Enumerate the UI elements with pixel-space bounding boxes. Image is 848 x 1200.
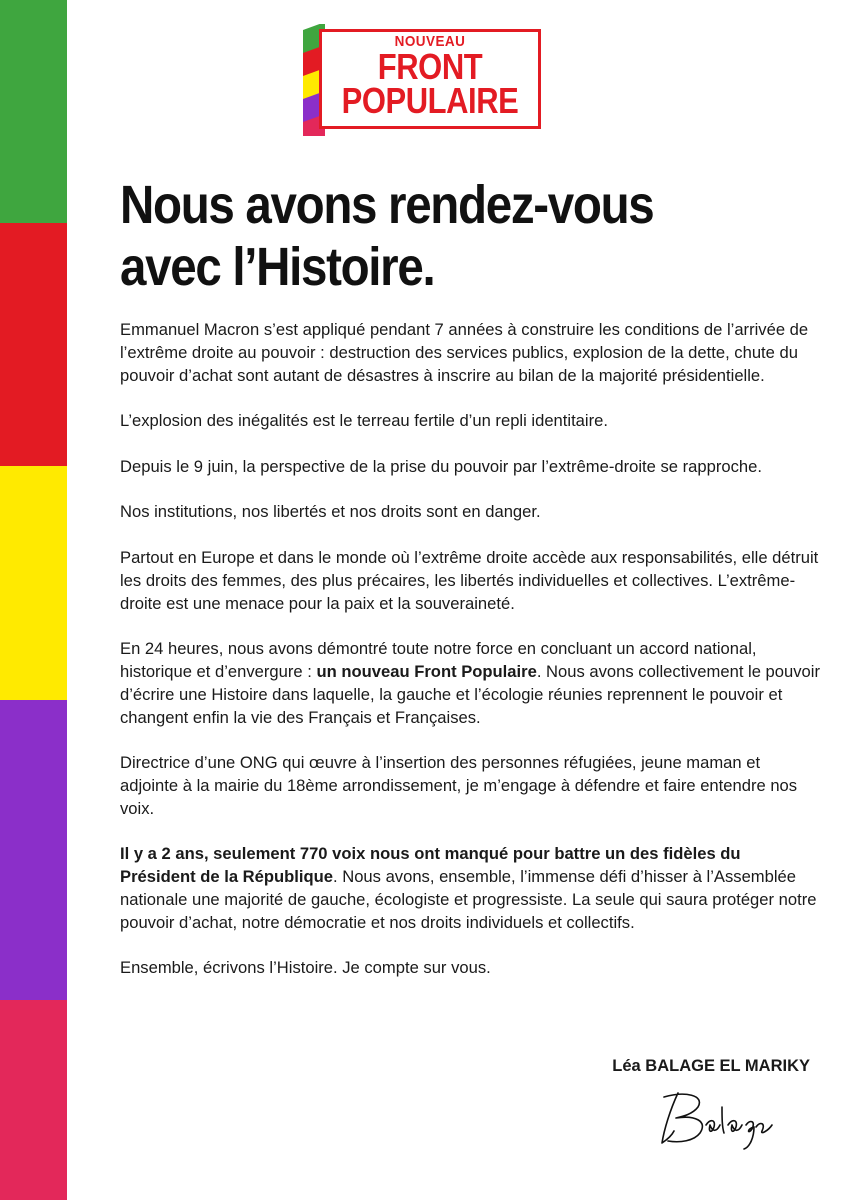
stripe-yellow <box>0 466 67 700</box>
headline-line-1: Nous avons rendez-vous <box>120 175 654 235</box>
logo-line-front: FRONT <box>377 46 483 87</box>
stripe-purple <box>0 700 67 1000</box>
paragraph-6-emphasis: un nouveau Front Populaire <box>316 661 537 681</box>
paragraph-5: Partout en Europe et dans le monde où l’extrême droite accède aux responsabilités, elle détruit les droits des femmes, des plus précaires, les libertés individuelles et collectives. L’extrême-droite est une menace pour la paix et la souveraineté. <box>120 547 819 613</box>
logo-line-nouveau: NOUVEAU <box>394 33 466 50</box>
signatory-name: Léa BALAGE EL MARIKY <box>612 1057 810 1075</box>
paragraph-6 <box>120 638 820 729</box>
handwritten-signature <box>650 1085 790 1155</box>
paragraph-8-text: . Nous avons, ensemble, l’immense défi d’hisser à l’Assemblée nationale une majorité de gauche, écologiste et progressiste. La seule qui saura protéger notre pouvoir d’achat, notre démocratie et nos droits individuels et collectifs. <box>120 867 817 932</box>
headline-line-2: avec l’Histoire. <box>120 237 435 297</box>
logo-text-box <box>319 29 541 129</box>
page-title <box>120 174 718 298</box>
paragraph-8-emphasis: Il y a 2 ans, seulement 770 voix nous ont manqué pour battre un des fidèles du Président de la République <box>120 844 741 887</box>
paragraph-2: L’explosion des inégalités est le terreau fertile d’un repli identitaire. <box>120 411 608 431</box>
stripe-green <box>0 0 67 223</box>
paragraph-6-text: En 24 heures, nous avons démontré toute notre force en concluant un accord national, historique et d’envergure : <box>120 639 757 681</box>
paragraph-8 <box>120 843 820 934</box>
paragraph-9: Ensemble, écrivons l’Histoire. Je compte sur vous. <box>120 958 491 978</box>
paragraph-6-text-end: . Nous avons collectivement le pouvoir d’écrire une Histoire dans laquelle, la gauche et l’écologie réunies reprennent le pouvoir et changent enfin la vie des Français et Françaises. <box>120 661 820 727</box>
paragraph-7: Directrice d’une ONG qui œuvre à l’insertion des personnes réfugiées, jeune maman et adjointe à la mairie du 18ème arrondissement, je m’engage à défendre et faire entendre nos voix. <box>120 753 798 818</box>
color-stripe <box>0 0 67 1200</box>
logo-line-populaire: POPULAIRE <box>341 80 519 121</box>
nfp-logo <box>303 24 545 136</box>
paragraph-3: Depuis le 9 juin, la perspective de la prise du pouvoir par l’extrême-droite se rapproche. <box>120 456 762 476</box>
letter-body <box>120 319 820 1003</box>
stripe-pink <box>0 1000 67 1200</box>
paragraph-4: Nos institutions, nos libertés et nos droits sont en danger. <box>120 502 541 522</box>
stripe-red <box>0 223 67 466</box>
paragraph-1: Emmanuel Macron s’est appliqué pendant 7 années à construire les conditions de l’arrivée de l’extrême droite au pouvoir : destruction des services publics, explosion de la dette, chute du pouvoir d’achat sont autant de désastres à inscrire au bilan de la majorité présidentielle. <box>120 320 809 385</box>
